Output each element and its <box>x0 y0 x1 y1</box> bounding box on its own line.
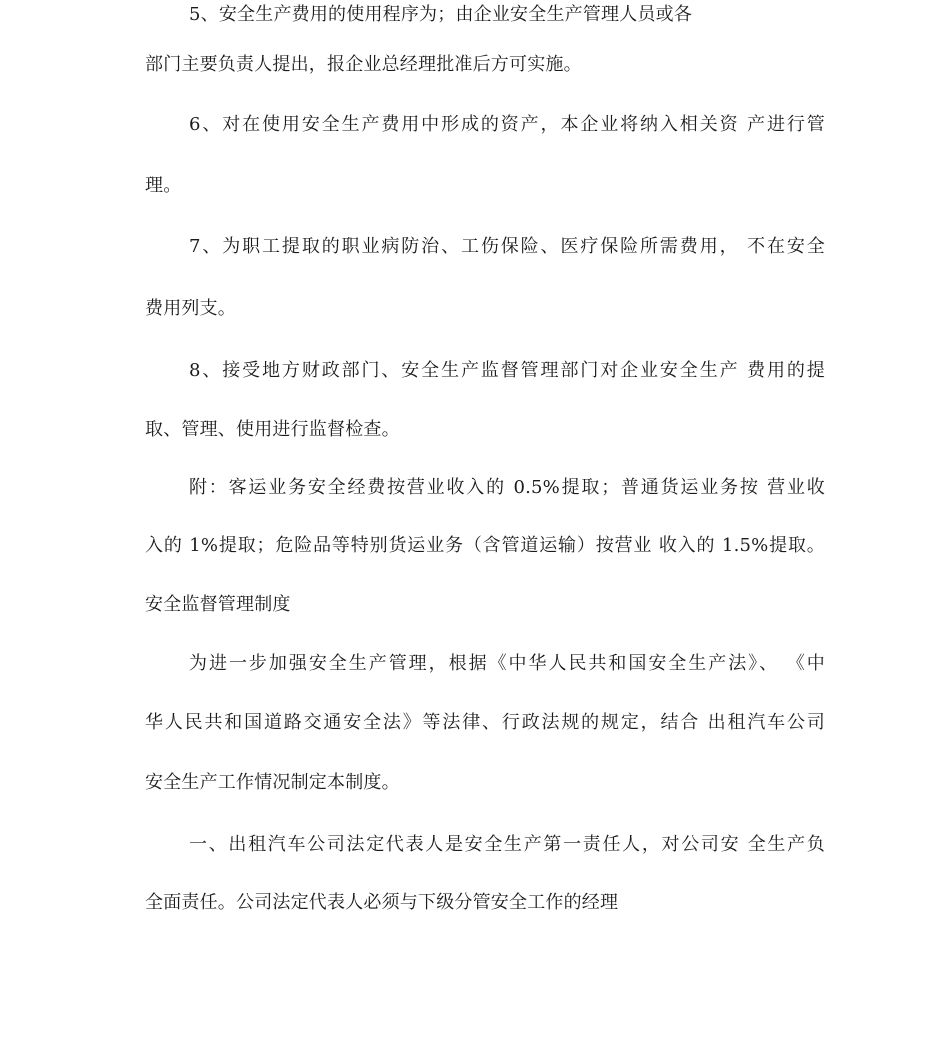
text-line: 一、出租汽车公司法定代表人是安全生产第一责任人，对公司安 全生产负 <box>189 834 825 855</box>
text-line: 入的 1%提取；危险品等特别货运业务（含管道运输）按营业 收入的 1.5%提取。 <box>145 535 825 556</box>
text-line: 附：客运业务安全经费按营业收入的 0.5%提取；普通货运业务按 营业收 <box>189 477 825 498</box>
text-line: 取、管理、使用进行监督检查。 <box>145 419 400 440</box>
text-line: 安全生产工作情况制定本制度。 <box>145 772 400 793</box>
text-line: 5、安全生产费用的使用程序为；由企业安全生产管理人员或各 <box>189 4 693 25</box>
section-heading: 安全监督管理制度 <box>145 594 291 615</box>
text-line: 华人民共和国道路交通安全法》等法律、行政法规的规定，结合 出租汽车公司 <box>145 712 825 733</box>
text-line: 全面责任。公司法定代表人必须与下级分管安全工作的经理 <box>145 892 619 913</box>
text-line: 为进一步加强安全生产管理，根据《中华人民共和国安全生产法》、 《中 <box>189 653 825 674</box>
text-line: 部门主要负责人提出，报企业总经理批准后方可实施。 <box>145 54 582 75</box>
text-line: 8、接受地方财政部门、安全生产监督管理部门对企业安全生产 费用的提 <box>189 360 825 381</box>
text-line: 7、为职工提取的职业病防治、工伤保险、医疗保险所需费用， 不在安全 <box>189 236 825 257</box>
text-line: 6、对在使用安全生产费用中形成的资产，本企业将纳入相关资 产进行管 <box>189 114 825 135</box>
text-line: 理。 <box>145 175 182 196</box>
text-line: 费用列支。 <box>145 298 236 319</box>
